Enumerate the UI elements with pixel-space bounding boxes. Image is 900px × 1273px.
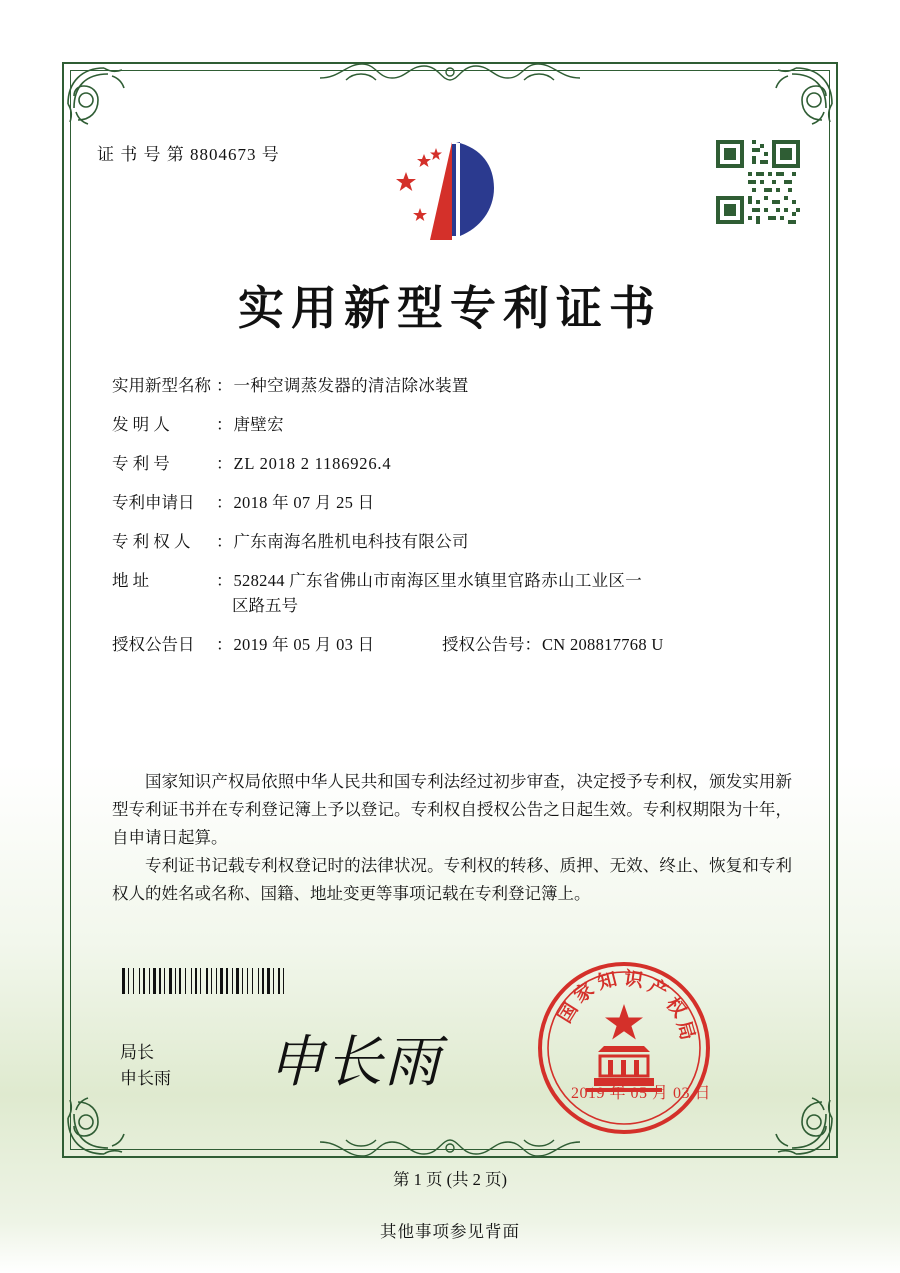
- announcement-row: [112, 634, 802, 654]
- field-label: 专利申请日: [112, 493, 195, 512]
- director-name-label: 申长雨: [120, 1069, 171, 1088]
- cnipa-logo-icon: [390, 136, 520, 246]
- seal-date: 2019 年 05 月 03 日: [570, 1085, 711, 1102]
- barcode: [122, 968, 344, 994]
- handwritten-signature: 申长雨: [268, 1030, 442, 1095]
- field-address-line2: 区路五号: [232, 596, 298, 615]
- director-title-label: 局长: [120, 1043, 154, 1062]
- paragraph-legal-2: 专利证书记载专利权登记时的法律状况。专利权的转移、质押、无效、终止、恢复和专利权人的姓名或名称、国籍、地址变更等事项记载在专利登记簿上。: [112, 856, 792, 903]
- announcement-date-value: 2019 年 05 月 03 日: [233, 634, 375, 654]
- field-value: 一种空调蒸发器的清洁除冰装置: [233, 376, 469, 395]
- svg-text:知: 知: [595, 968, 620, 995]
- field-label: 专 利 权 人: [112, 532, 191, 551]
- field-value: 广东南海名胜机电科技有限公司: [233, 532, 469, 551]
- official-seal: [536, 960, 712, 1136]
- field-label: 地 址: [112, 571, 150, 590]
- corner-ornament-icon: [764, 64, 836, 136]
- announcement-date: [112, 634, 442, 654]
- field-value: 唐壁宏: [233, 415, 284, 434]
- corner-ornament-icon: [64, 1086, 136, 1158]
- field-label: 实用新型名称: [112, 376, 211, 395]
- field-inventor: [112, 417, 802, 434]
- page-indicator: 第 1 页 (共 2 页): [392, 1170, 508, 1189]
- paragraph-legal-1: 国家知识产权局依照中华人民共和国专利法经过初步审查，决定授予专利权，颁发实用新型专利证书并在专利登记簿上予以登记。专利权自授权公告之日起生效。专利权期限为十年，自申请日起算。: [112, 772, 792, 847]
- svg-text:家: 家: [569, 978, 599, 1008]
- field-address: [112, 573, 802, 590]
- field-patent-number: [112, 456, 802, 473]
- field-colon: ：: [216, 532, 233, 551]
- corner-ornament-icon: [764, 1086, 836, 1158]
- announcement-number-label: 授权公告号: [442, 634, 525, 654]
- svg-text:国: 国: [553, 999, 583, 1027]
- field-application-date: [112, 495, 802, 512]
- field-colon: ：: [216, 634, 233, 654]
- page-title: 实用新型专利证书: [238, 281, 662, 335]
- field-colon: ：: [216, 454, 233, 473]
- back-side-note: 其他事项参见背面: [380, 1222, 520, 1241]
- field-colon: ：: [216, 415, 233, 434]
- top-edge-ornament-icon: [320, 58, 580, 92]
- field-list: [112, 378, 802, 671]
- field-colon: ：: [216, 571, 233, 590]
- field-colon: ：: [216, 376, 233, 395]
- announcement-number: [442, 634, 664, 654]
- announcement-number-value: CN 208817768 U: [542, 634, 664, 654]
- qr-code-icon: [716, 140, 800, 224]
- field-value: 528244 广东省佛山市南海区里水镇里官路赤山工业区一: [233, 571, 643, 590]
- field-colon: ：: [216, 493, 233, 512]
- field-label: 专 利 号: [112, 454, 170, 473]
- corner-ornament-icon: [64, 64, 136, 136]
- svg-text:局: 局: [672, 1018, 699, 1043]
- field-utility-model-name: [112, 378, 802, 395]
- field-label: 发 明 人: [112, 415, 170, 434]
- announcement-date-label: 授权公告日: [112, 634, 195, 654]
- field-patentee: [112, 534, 802, 551]
- field-colon: ：: [524, 634, 541, 654]
- signature-labels: [120, 1040, 171, 1092]
- svg-text:产: 产: [644, 974, 672, 1004]
- field-value: 2018 年 07 月 25 日: [233, 493, 375, 512]
- field-value: ZL 2018 2 1186926.4: [233, 454, 392, 473]
- certificate-number: 证 书 号 第 8804673 号: [97, 145, 280, 164]
- svg-text:权: 权: [661, 993, 691, 1022]
- svg-text:识: 识: [622, 967, 645, 992]
